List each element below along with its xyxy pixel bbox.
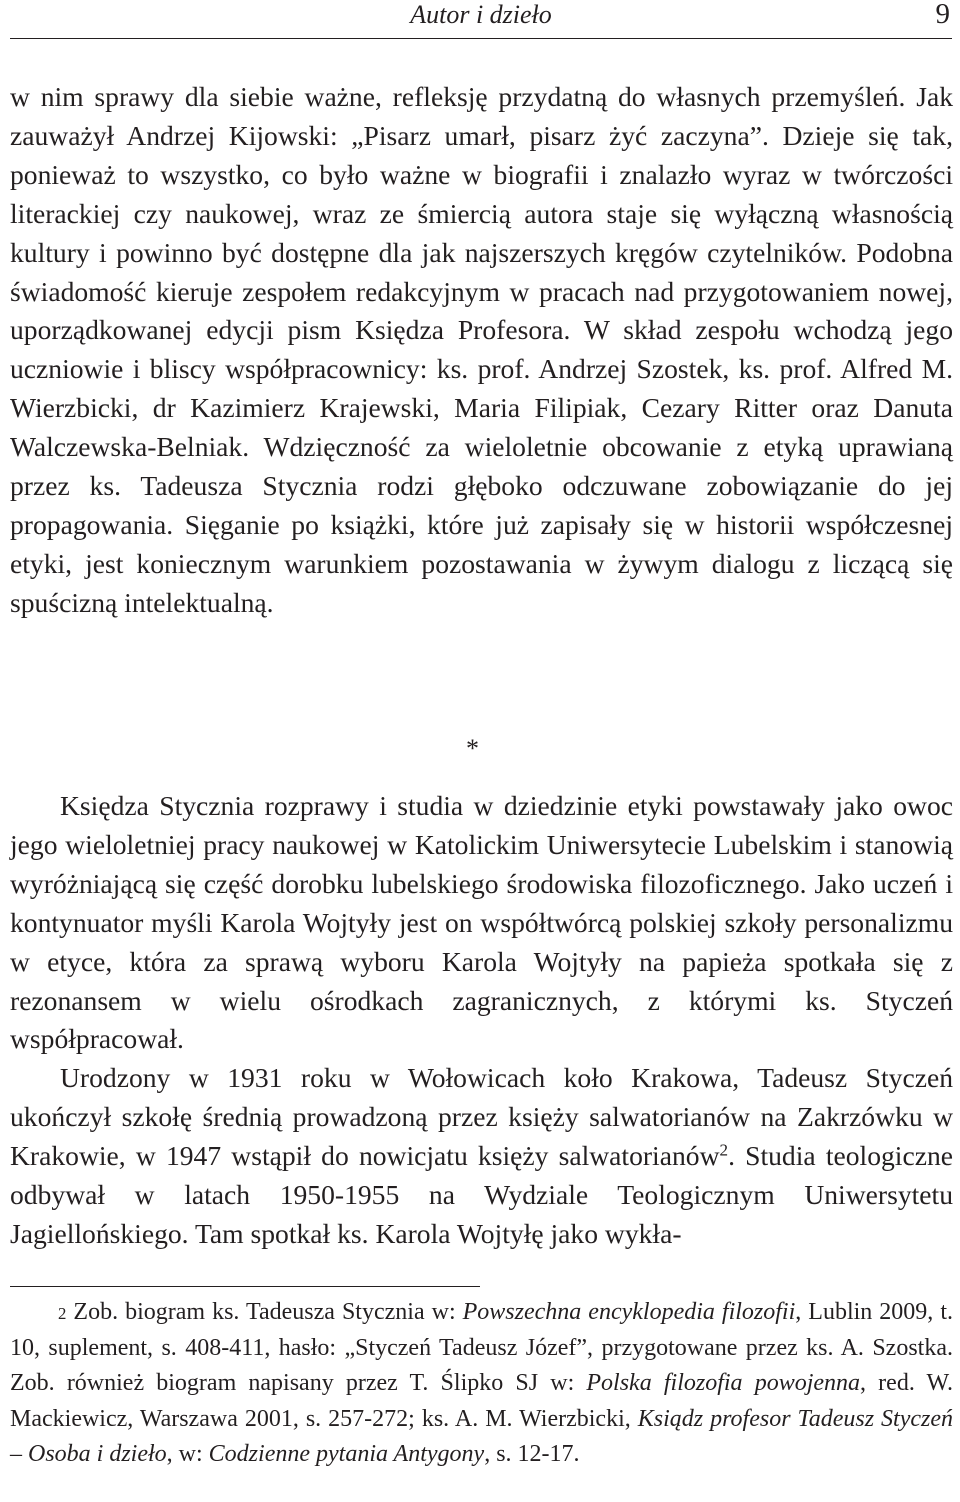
footnote-number: 2 [58, 1304, 67, 1323]
footnote-text: , Lublin 2009, t. 10, suplement, s. 408-411, hasło: „Styczeń Tadeusz Józef”, przygotowane przez ks. A. Szostka. Zob. również biogram napisany przez T. Ślipko SJ w: [10, 1299, 953, 1397]
text-block-2 [10, 787, 953, 1254]
text-block-1 [10, 78, 953, 623]
paragraph-text: Urodzony w 1931 roku w Wołowicach koło Krakowa, Tadeusz Styczeń ukończył szkołę średnią prowadzoną przez księży salwatorianów na Zakrzówku w Krakowie, w 1947 wstąpił do nowicjatu księży salwatorianów [10, 1062, 953, 1172]
footnote-title: Codzienne pytania Antygony [208, 1440, 485, 1467]
footnote-text: , w: [166, 1440, 209, 1467]
paragraph: w nim sprawy dla siebie ważne, refleksję przydatną do własnych przemyśleń. Jak zauważył Andrzej Kijowski: „Pisarz umarł, pisarz żyć zaczyna”. Dzieje się tak, ponieważ to wszystko, co było ważne w biografii i znalazło wyraz w twórczości literackiej czy naukowej, wraz ze śmiercią autora staje się wyłączną własnością kultury i powinno być dostępne dla jak najszerszych kręgów czytelników. Podobna świadomość kieruje zespołem redakcyjnym w pracach nad przygotowaniem nowej, uporządkowanej edycji pism Księdza Profesora. W skład zespołu wchodzą jego uczniowie i bliscy współpracownicy: ks. prof. Andrzej Szostek, ks. prof. Alfred M. Wierzbicki, dr Kazimierz Krajewski, Maria Filipiak, Cezary Ritter oraz Danuta Walczewska-Belniak. Wdzięczność za wieloletnie obcowanie z etyką uprawianą przez ks. Tadeusza Stycznia rodzi głęboko odczuwane zobowiązanie do jej propagowania. Sięganie po książki, które już zapisały się w historii współczesnej etyki, jest koniecznym warunkiem pozostawania w żywym dialogu z liczącą się spuścizną intelektualną. [10, 81, 953, 618]
footnote [10, 1295, 953, 1472]
paragraph: Księdza Stycznia rozprawy i studia w dziedzinie etyki powstawały jako owoc jego wieloletniej pracy naukowej w Katolickim Uniwersytecie Lubelskim i stanowią wyróżniającą się część dorobku lubelskiego środowiska filozoficznego. Jako uczeń i kontynuator myśli Karola Wojtyły jest on współtwórcą polskiej szkoły personalizmu w etyce, która za sprawą wyboru Karola Wojtyły na papieża spotkała się z rezonansem w wielu ośrodkach zagranicznych, z którymi ks. Styczeń współpracował. [10, 790, 953, 1055]
footnote-text: Zob. biogram ks. Tadeusza Stycznia w: [66, 1299, 463, 1325]
footnote-title: Ksiądz profesor Tadeusz Styczeń – Osoba i dzieło [10, 1405, 953, 1467]
footnote-title: Polska filozofia powojenna [586, 1370, 861, 1397]
page-number: 9 [935, 0, 950, 30]
paragraph [10, 1059, 953, 1254]
paragraph-text: . Studia teologiczne odbywał w latach 1950-1955 na Wydziale Teologicznym Uniwersytetu Jagiellońskiego. Tam spotkał ks. Karola Wojtyłę jako wykła- [10, 1140, 953, 1249]
footnote-title: Powszechna encyklopedia filozofii [462, 1299, 796, 1325]
footnote-divider [10, 1286, 480, 1287]
footnote-text: , s. 12-17. [484, 1440, 580, 1467]
running-header [10, 0, 952, 39]
footnote-reference: 2 [719, 1140, 729, 1160]
section-separator: * [466, 734, 479, 763]
footnote-text: , red. W. Mackiewicz, Warszawa 2001, s. 257-272; ks. A. M. Wierzbicki, [10, 1370, 953, 1432]
running-title: Autor i dzieło [410, 0, 552, 29]
